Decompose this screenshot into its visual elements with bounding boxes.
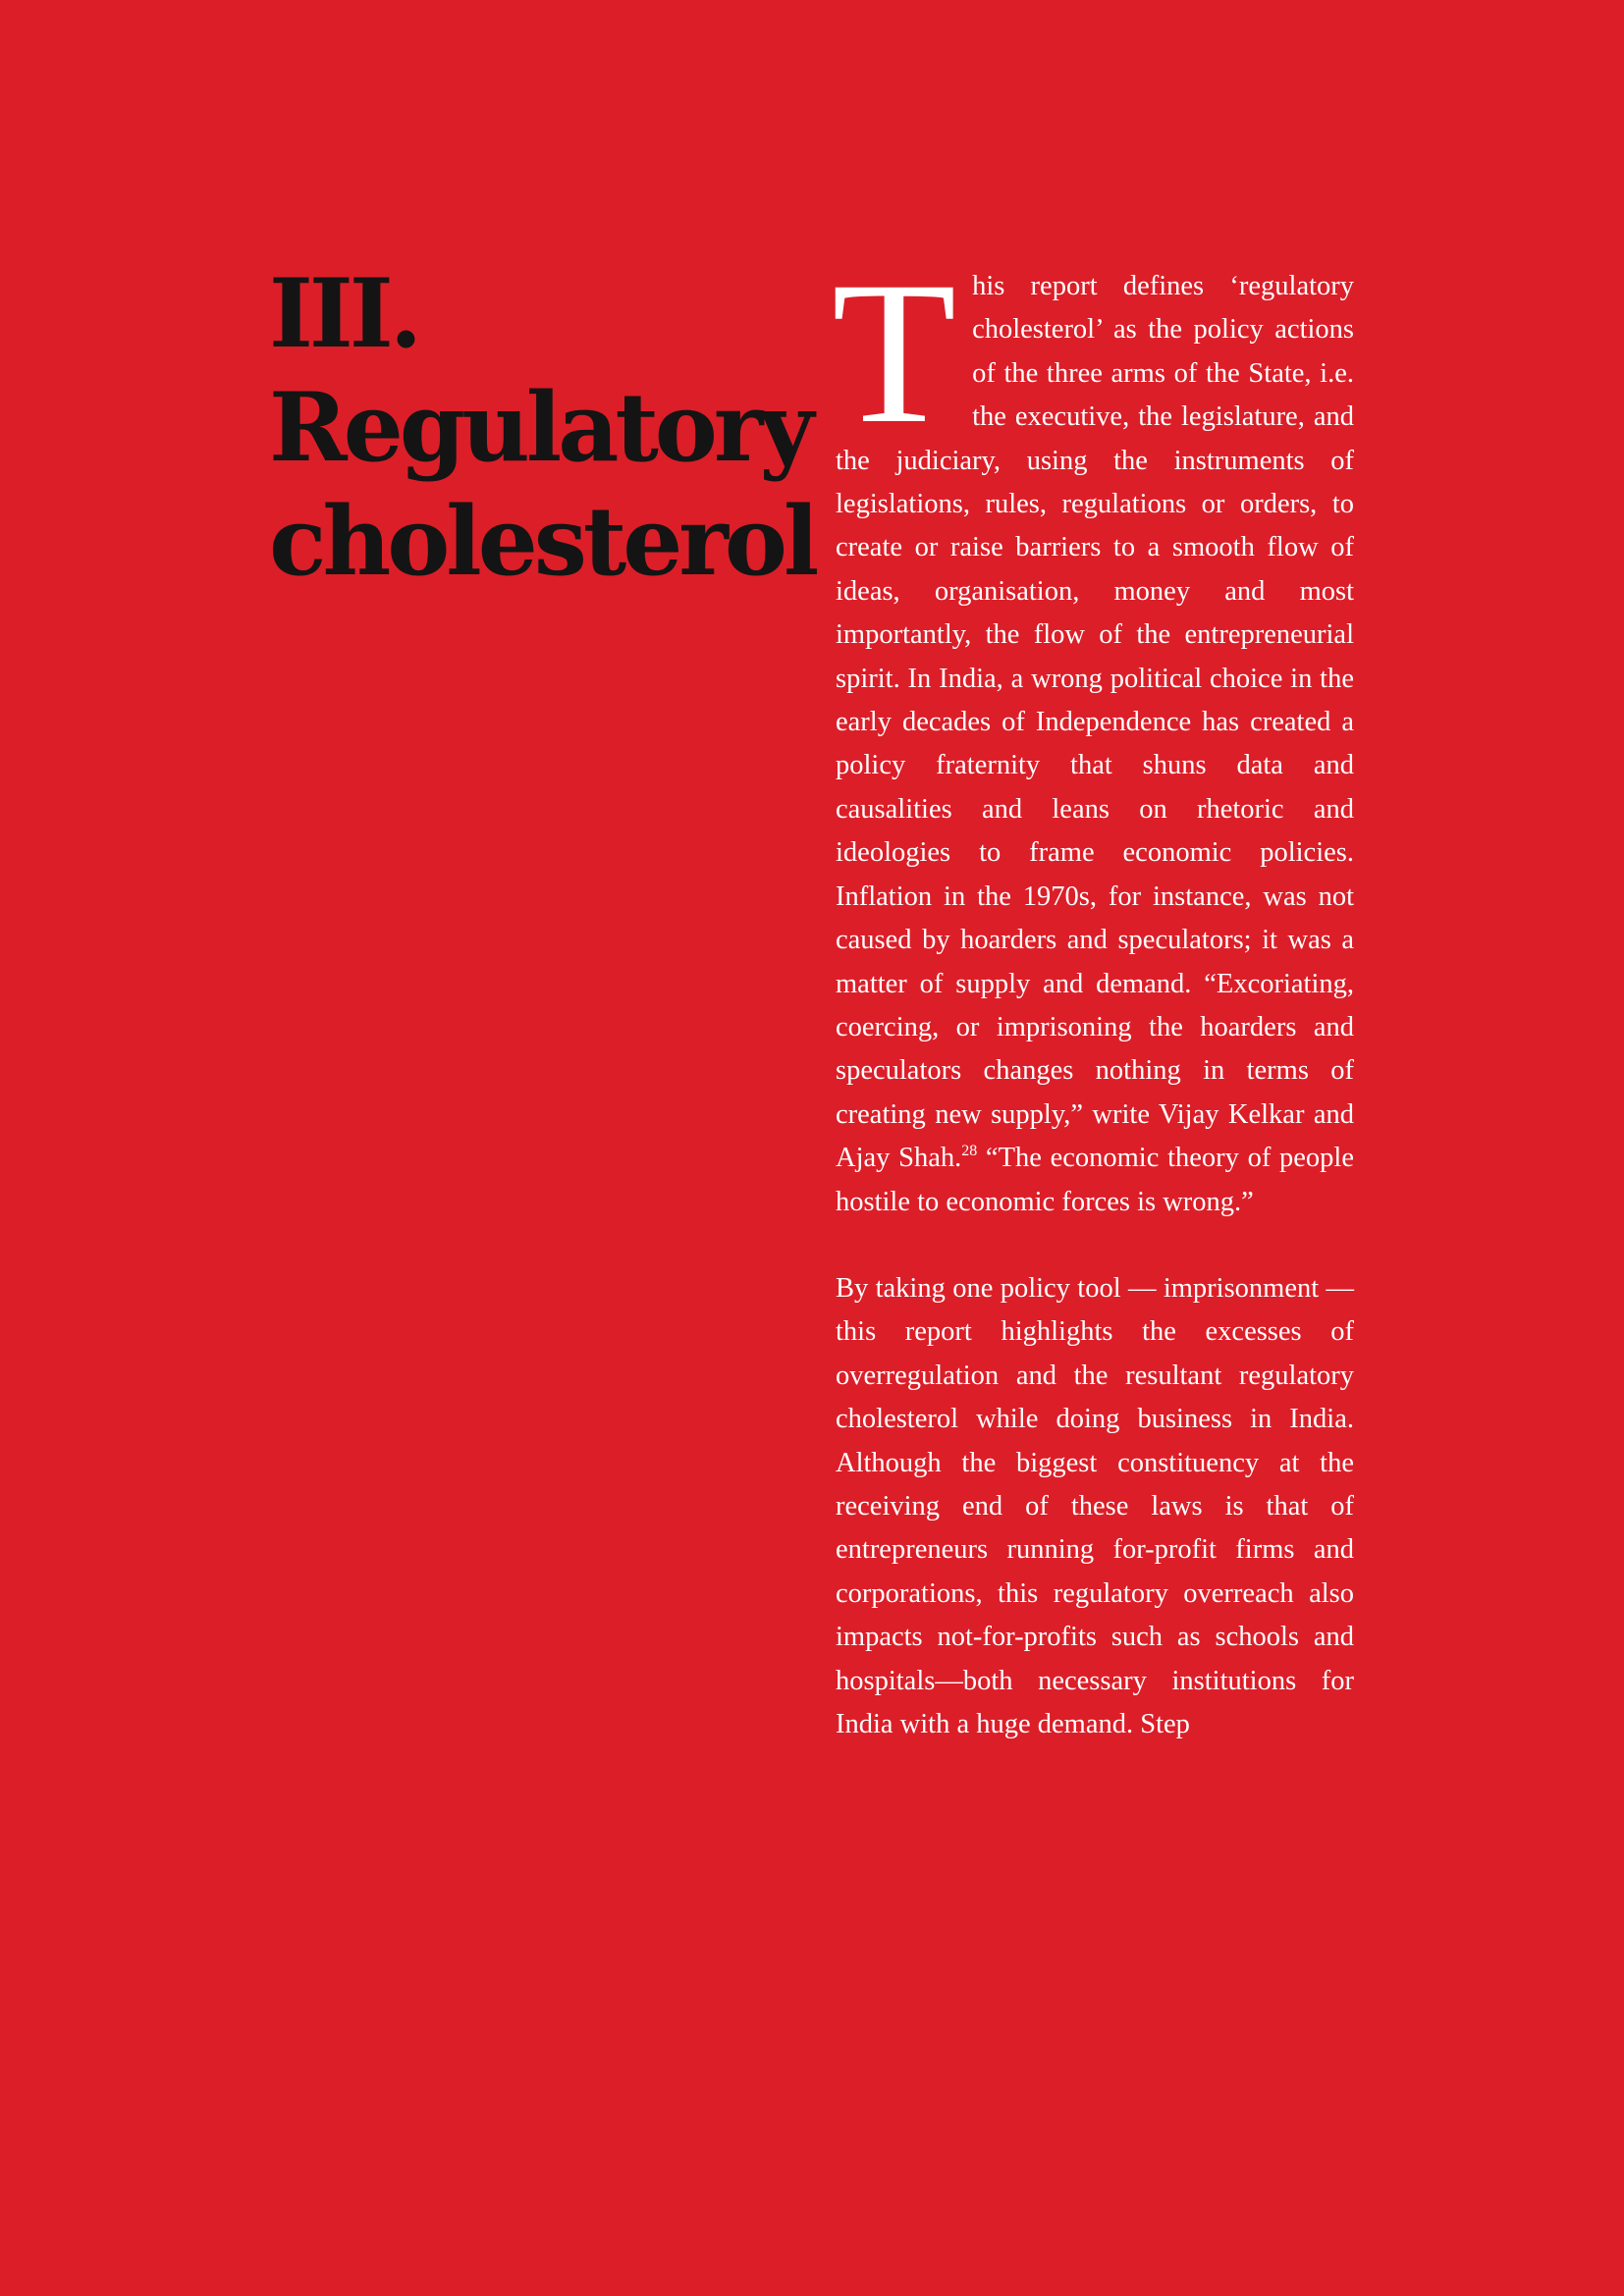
drop-cap: T [832, 240, 957, 465]
section-title-line-1: Regulatory [269, 372, 811, 483]
paragraph-1-text: his report defines ‘regulatory cholesterol’ as the policy actions of the three arms of the State, i.e. the executive, the legislature, and the judiciary, using the instruments of legislations, rules, regulations or orders, to create or raise barriers to a smooth flow of ideas, organisation, money and most importantly, the flow of the entrepreneurial spirit. In India, a wrong political choice in the early decades of Independence has created a policy fraternity that shuns data and causalities and leans on rhetoric and ideologies to frame economic policies. Inflation in the 1970s, for instance, was not caused by hoarders and speculators; it was a matter of supply and demand. “Excoriating, coercing, or imprisoning the hoarders and speculators changes nothing in terms of creating new supply,” write Vijay Kelkar and Ajay Shah. [836, 271, 1354, 1174]
paragraph-2: By taking one policy tool — imprisonment — this report highlights the excesses of overregulation and the resultant regulatory cholesterol while doing business in India. Although the biggest constituency at the receiving end of these laws is that of entrepreneurs running for-profit firms and corporations, this regulatory overreach also impacts not-for-profits such as schools and hospitals—both necessary institutions for India with a huge demand. Step [836, 1272, 1354, 1739]
paragraph-1 [832, 240, 1354, 1224]
body-text-column [832, 240, 1354, 1746]
section-title-line-2: cholesterol [269, 486, 816, 597]
paragraph-1-quote: “The economic theory of people hostile to economic forces is wrong.” [836, 1143, 1354, 1217]
section-number: III. [269, 258, 419, 369]
section-heading [269, 257, 816, 599]
footnote-marker: 28 [961, 1143, 978, 1160]
